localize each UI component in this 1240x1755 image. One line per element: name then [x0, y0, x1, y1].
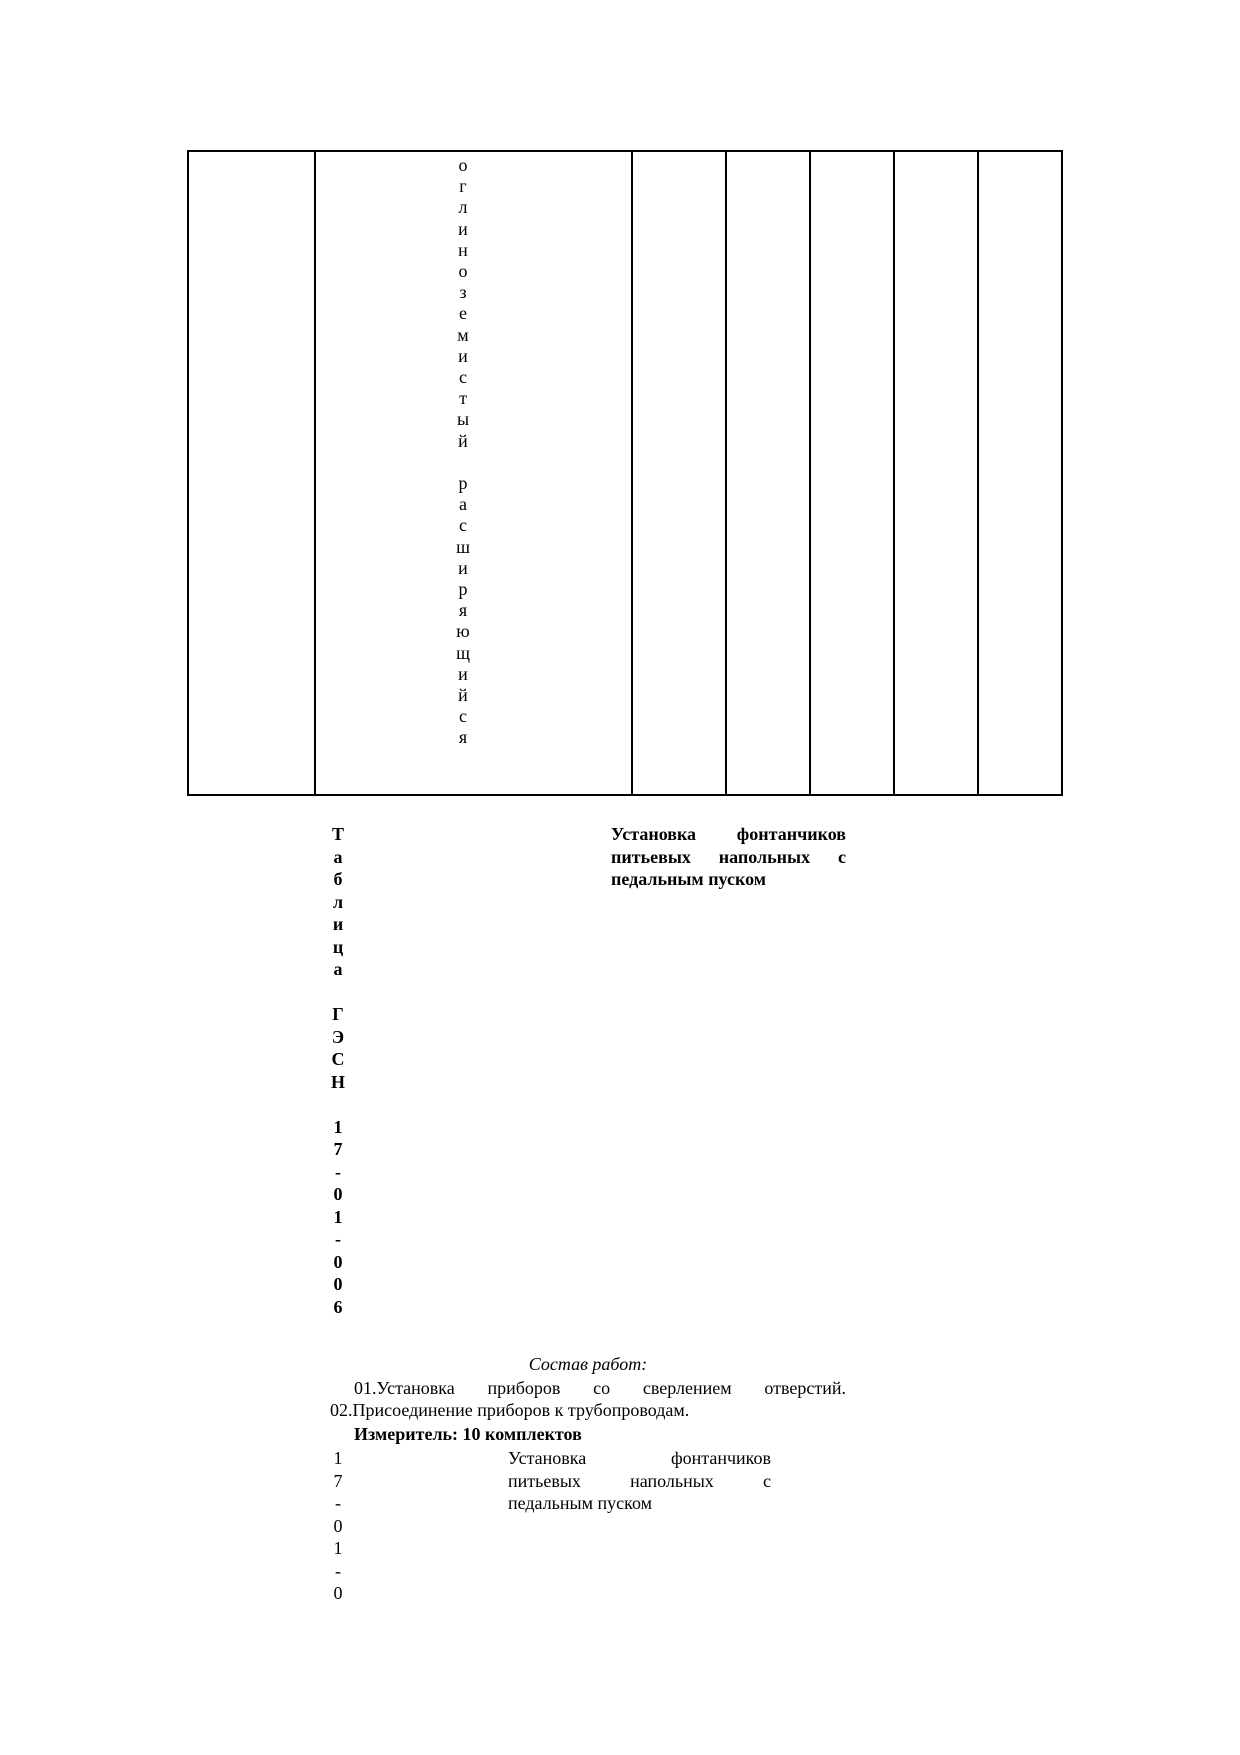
vertical-char: ы [456, 409, 470, 430]
code-char: 1 [333, 1538, 343, 1558]
vertical-char: й [458, 685, 468, 706]
composition-line-1: 01.Установка приборов со сверлением отверстий. [354, 1378, 846, 1398]
label-char: а [333, 846, 343, 867]
table-cell-3 [632, 151, 726, 795]
code-char: 1 [333, 1448, 343, 1468]
label-char: 1 [333, 1116, 343, 1137]
table-heading [611, 823, 846, 891]
description-line: Установка фонтанчиков [508, 1448, 771, 1468]
table-cell-7 [978, 151, 1062, 795]
vertical-char: я [458, 600, 468, 621]
label-char: Т [331, 824, 344, 844]
top-table [187, 150, 1063, 796]
label-char: Н [330, 1071, 345, 1092]
code-char: 0 [333, 1583, 343, 1603]
vertical-char: и [458, 663, 468, 684]
meter: Измеритель: 10 комплектов [354, 1424, 582, 1444]
table-cell-4 [726, 151, 810, 795]
vertical-char: с [459, 515, 467, 536]
vertical-char: я [458, 727, 468, 748]
table-cell-1 [188, 151, 315, 795]
code-char: - [335, 1493, 341, 1513]
label-char: ц [332, 936, 344, 957]
vertical-char: о [458, 261, 468, 282]
composition-line-2: 02.Присоединение приборов к трубопроводам. [330, 1400, 690, 1420]
vertical-char: т [459, 388, 467, 409]
vertical-char: з [459, 282, 467, 303]
label-char [330, 1093, 346, 1116]
vertical-char: г [459, 176, 467, 197]
vertical-char: с [459, 367, 467, 388]
label-char: С [331, 1049, 345, 1069]
vertical-char: е [459, 303, 467, 324]
vertical-char: р [458, 579, 468, 600]
vertical-char: щ [456, 642, 470, 663]
label-char: - [335, 1229, 341, 1249]
vertical-text [448, 155, 478, 749]
label-char: Г [332, 1004, 344, 1024]
table-cell-6 [894, 151, 978, 795]
label-char: - [335, 1161, 341, 1182]
vertical-char: с [459, 706, 467, 727]
table-label [330, 823, 346, 1318]
heading-line: педальным пуском [611, 869, 767, 889]
label-char: б [333, 869, 343, 889]
description-line: питьевых напольных с [508, 1470, 771, 1491]
label-char: 0 [333, 1274, 343, 1294]
label-char: а [333, 959, 343, 979]
label-char: и [332, 914, 344, 934]
code-char: 0 [333, 1515, 343, 1536]
label-char: 0 [333, 1251, 343, 1272]
label-char: л [332, 891, 344, 912]
vertical-char: и [458, 345, 468, 366]
composition-text [330, 1377, 846, 1421]
vertical-char: и [458, 557, 468, 578]
table-cell-2 [315, 151, 632, 795]
table-cell-5 [810, 151, 894, 795]
label-char: 6 [333, 1296, 343, 1317]
vertical-char: и [458, 218, 468, 239]
label-char: Э [331, 1026, 345, 1047]
vertical-char: о [458, 155, 468, 175]
composition-title: Состав работ: [528, 1354, 648, 1374]
description-line: педальным пуском [508, 1493, 652, 1513]
table-row [188, 151, 1062, 795]
code-char: - [335, 1560, 341, 1581]
heading-line: Установка фонтанчиков [611, 824, 846, 844]
vertical-char: ш [456, 536, 470, 557]
row-description [508, 1447, 771, 1515]
vertical-char: м [457, 324, 469, 345]
vertical-char: й [458, 430, 468, 451]
heading-line: питьевых напольных с [611, 846, 846, 867]
label-char: 0 [333, 1184, 343, 1204]
vertical-char: н [458, 239, 468, 260]
label-char: 1 [333, 1206, 343, 1227]
vertical-char [448, 452, 478, 473]
vertical-char: л [458, 197, 468, 218]
code-char: 7 [333, 1470, 343, 1491]
row-code [330, 1447, 346, 1605]
label-char: 7 [333, 1139, 343, 1159]
vertical-char: а [459, 494, 467, 515]
vertical-char: ю [456, 621, 470, 642]
label-char [330, 981, 346, 1004]
vertical-char: р [458, 473, 468, 494]
